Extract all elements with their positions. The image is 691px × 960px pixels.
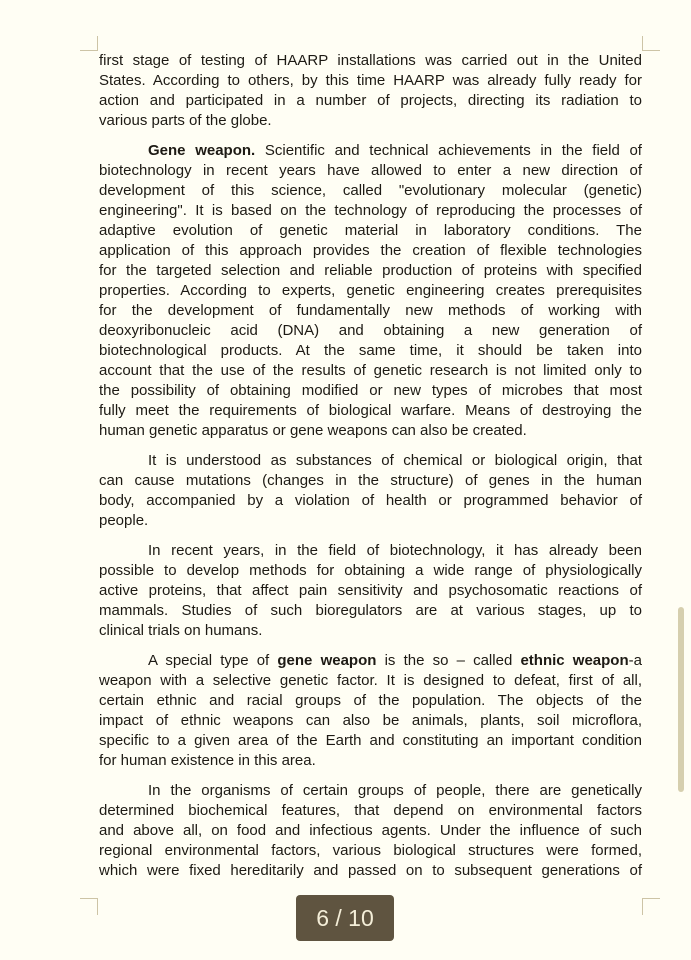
text-line: determined biochemical features, that depend on environmental factors <box>99 802 642 819</box>
text-line: adaptive evolution of genetic material in laboratory conditions. The <box>99 222 642 239</box>
text-line: people. <box>99 512 149 529</box>
text-line: application of this approach provides the creation of flexible technologies <box>99 242 642 259</box>
bold-term: Gene weapon. <box>148 142 256 159</box>
text-line: action and participated in a number of projects, directing its radiation to <box>99 92 642 109</box>
text-segment: Scientific and technical achievements in the field of <box>255 142 642 159</box>
text-line: mammals. Studies of such bioregulators are at various stages, up to <box>99 602 642 619</box>
text-line: fully meet the requirements of biological warfare. Means of destroying the <box>99 402 642 419</box>
text-line <box>99 141 642 161</box>
text-line: first stage of testing of HAARP installations was carried out in the United <box>99 52 642 69</box>
text-line: In the organisms of certain groups of people, there are genetically <box>148 782 642 799</box>
text-line <box>99 651 642 671</box>
text-line: active proteins, that affect pain sensitivity and psychosomatic reactions of <box>99 582 642 599</box>
text-segment: -a <box>628 652 642 669</box>
text-line: can cause mutations (changes in the structure) of genes in the human <box>99 472 642 489</box>
text-line: engineering". It is based on the technology of reproducing the processes of <box>99 202 642 219</box>
text-line: impact of ethnic weapons can also be animals, plants, soil microflora, <box>99 712 642 729</box>
text-line: biotechnological products. At the same time, it should be taken into <box>99 342 642 359</box>
page-corner-mark-top-left <box>97 36 98 51</box>
text-line: which were fixed hereditarily and passed on to subsequent generations of <box>99 862 642 879</box>
text-line: for human existence in this area. <box>99 752 316 769</box>
text-line: for the development of fundamentally new methods of working with <box>99 302 642 319</box>
text-line: deoxyribonucleic acid (DNA) and obtaining a new generation of <box>99 322 642 339</box>
text-segment: A special type of <box>148 652 278 669</box>
page-corner-mark-bottom-right <box>642 898 643 915</box>
paragraph <box>99 451 642 531</box>
page-corner-mark-top-right <box>642 36 643 51</box>
text-line: body, accompanied by a violation of health or programmed behavior of <box>99 492 642 509</box>
text-line: and above all, on food and infectious agents. Under the influence of such <box>99 822 642 839</box>
paragraph <box>99 51 642 131</box>
page-corner-mark-bottom-right <box>642 898 660 899</box>
text-line: certain ethnic and racial groups of the population. The objects of the <box>99 692 642 709</box>
text-line: properties. According to experts, genetic engineering creates prerequisites <box>99 282 642 299</box>
page-corner-mark-bottom-left <box>97 898 98 915</box>
text-line: biotechnology in recent years have allowed to enter a new direction of <box>99 162 642 179</box>
text-line: human genetic apparatus or gene weapons can also be created. <box>99 422 527 439</box>
text-line: In recent years, in the field of biotechnology, it has already been <box>148 542 642 559</box>
document-page <box>99 51 642 891</box>
text-line: various parts of the globe. <box>99 112 272 129</box>
page-corner-mark-top-right <box>642 50 660 51</box>
bold-term: ethnic weapon <box>520 652 629 669</box>
page-corner-mark-bottom-left <box>80 898 98 899</box>
page-indicator: 6 / 10 <box>296 895 394 941</box>
text-segment: is the so – called <box>376 652 521 669</box>
bold-term: gene weapon <box>277 652 377 669</box>
page-corner-mark-top-left <box>80 50 98 51</box>
text-line: regional environmental factors, various biological structures were formed, <box>99 842 642 859</box>
text-line: possible to develop methods for obtaining a wide range of physiologically <box>99 562 642 579</box>
text-line: for the targeted selection and reliable production of proteins with specified <box>99 262 642 279</box>
paragraph <box>99 651 642 771</box>
scrollbar-thumb[interactable] <box>678 607 684 792</box>
text-line: clinical trials on humans. <box>99 622 263 639</box>
paragraph <box>99 141 642 441</box>
text-line: It is understood as substances of chemical or biological origin, that <box>148 452 642 469</box>
text-line: the possibility of obtaining modified or new types of microbes that most <box>99 382 642 399</box>
text-line: weapon with a selective genetic factor. It is designed to defeat, first of all, <box>99 672 642 689</box>
text-line: specific to a given area of the Earth and constituting an important condition <box>99 732 642 749</box>
text-line: account that the use of the results of genetic research is not limited only to <box>99 362 642 379</box>
text-line: development of this science, called "evolutionary molecular (genetic) <box>99 182 642 199</box>
text-line: States. According to others, by this time HAARP was already fully ready for <box>99 72 642 89</box>
paragraph <box>99 541 642 641</box>
paragraph <box>99 781 642 881</box>
